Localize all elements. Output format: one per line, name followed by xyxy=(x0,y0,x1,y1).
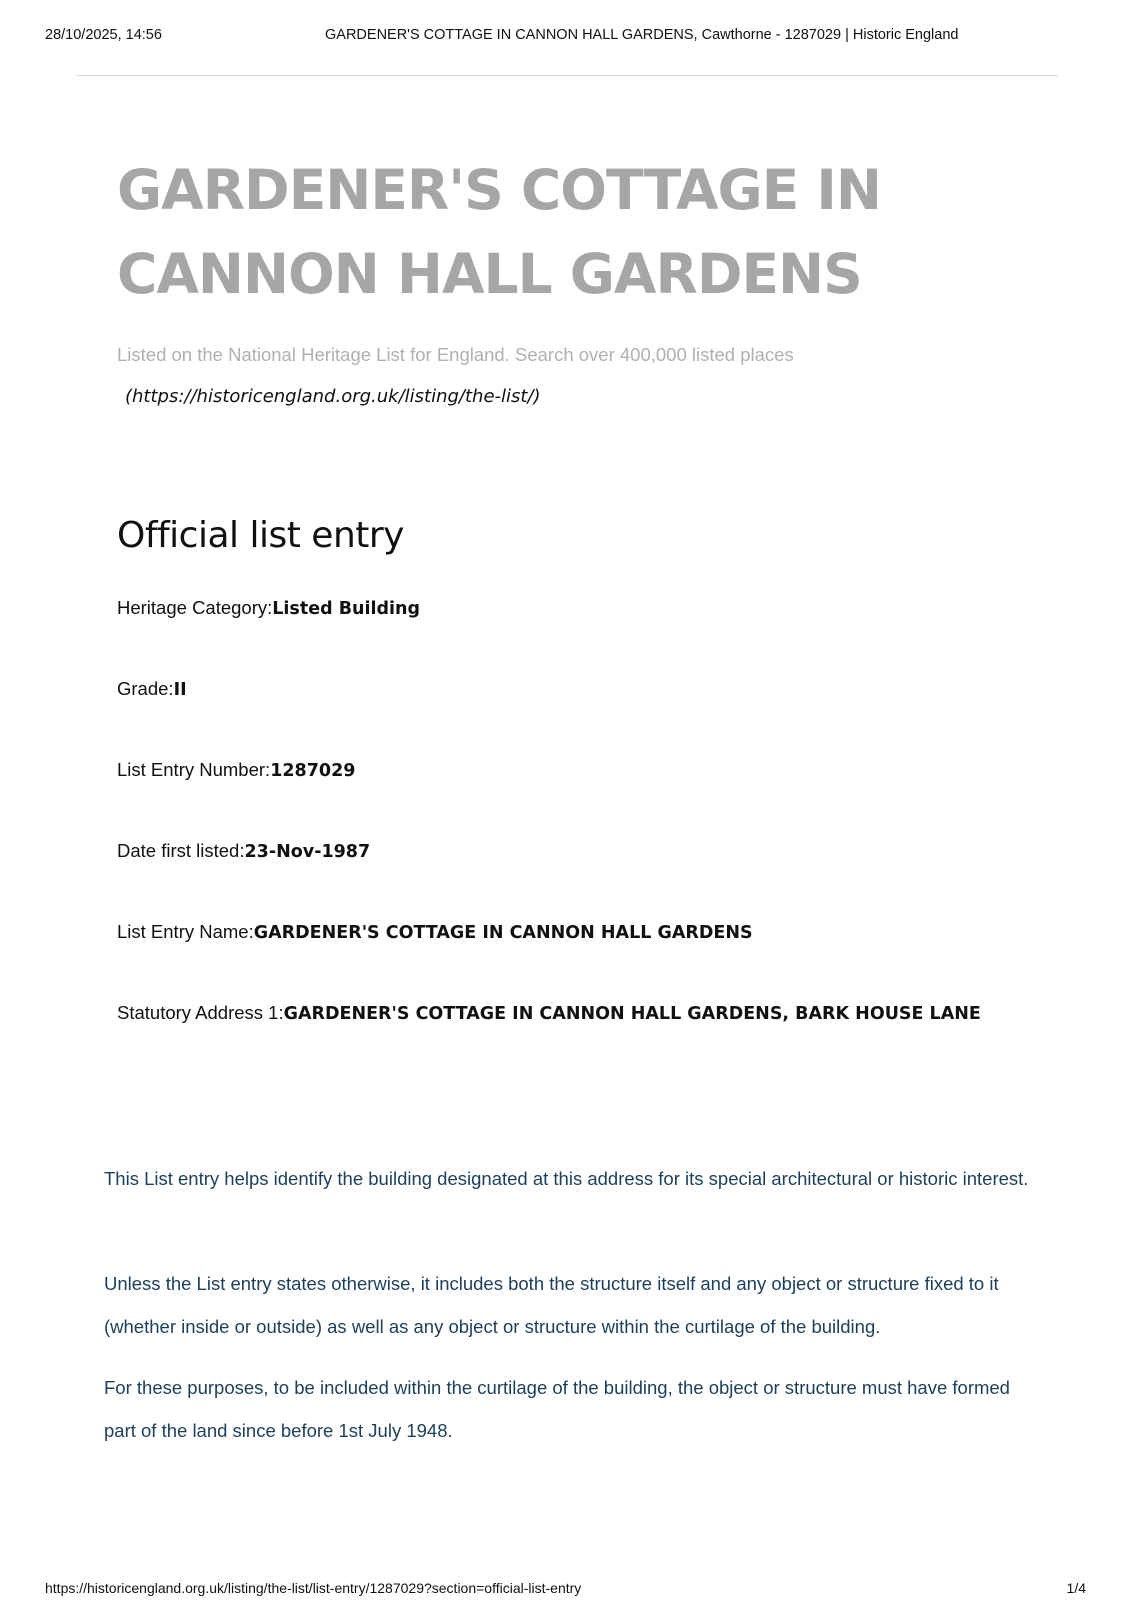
list-entry-name-label: List Entry Name: xyxy=(117,921,254,942)
date-first-listed-value: 23-Nov-1987 xyxy=(244,842,371,862)
grade-value: II xyxy=(173,680,187,700)
page-title-line-1: GARDENER'S COTTAGE IN xyxy=(117,158,881,222)
heritage-category-label: Heritage Category: xyxy=(117,597,273,618)
print-header xyxy=(45,27,1086,47)
heritage-category-value: Listed Building xyxy=(272,599,421,619)
list-entry-number-label: List Entry Number: xyxy=(117,759,271,780)
grade-label: Grade: xyxy=(117,678,174,699)
heritage-category-field xyxy=(117,597,420,619)
page-title xyxy=(117,148,1017,316)
statutory-address-field xyxy=(117,1002,981,1024)
page-url: https://historicengland.org.uk/listing/the-list/list-entry/1287029?section=official-list-entry xyxy=(45,1580,582,1596)
header-divider xyxy=(76,75,1058,76)
info-paragraph: For these purposes, to be included within the curtilage of the building, the object or structure must have formed part of the land since before 1st July 1948. xyxy=(104,1377,1010,1441)
the-list-link[interactable]: (https://historicengland.org.uk/listing/the-list/) xyxy=(125,386,541,407)
statutory-address-label: Statutory Address 1: xyxy=(117,1002,284,1023)
page-number: 1/4 xyxy=(1066,1580,1086,1596)
info-paragraph: This List entry helps identify the building designated at this address for its special architectural or historic interest. xyxy=(104,1168,1029,1189)
statutory-address-value: GARDENER'S COTTAGE IN CANNON HALL GARDENS, BARK HOUSE LANE xyxy=(283,1004,981,1024)
print-datetime: 28/10/2025, 14:56 xyxy=(45,27,162,43)
list-entry-name-value: GARDENER'S COTTAGE IN CANNON HALL GARDENS xyxy=(253,923,753,943)
grade-field xyxy=(117,678,187,700)
page-title-line-2: CANNON HALL GARDENS xyxy=(117,242,862,306)
list-entry-number-value: 1287029 xyxy=(270,761,356,781)
info-paragraph: Unless the List entry states otherwise, it includes both the structure itself and any object or structure fixed to it (whether inside or outside) as well as any object or structure within the curtilage of the building. xyxy=(104,1273,999,1337)
list-entry-name-field xyxy=(117,921,753,943)
page-subtitle: Listed on the National Heritage List for England. Search over 400,000 listed places xyxy=(117,344,794,365)
list-entry-number-field xyxy=(117,759,355,781)
date-first-listed-field xyxy=(117,840,370,862)
print-document-title: GARDENER'S COTTAGE IN CANNON HALL GARDENS, Cawthorne - 1287029 | Historic England xyxy=(325,27,959,43)
official-list-entry-heading: Official list entry xyxy=(117,515,404,556)
date-first-listed-label: Date first listed: xyxy=(117,840,245,861)
